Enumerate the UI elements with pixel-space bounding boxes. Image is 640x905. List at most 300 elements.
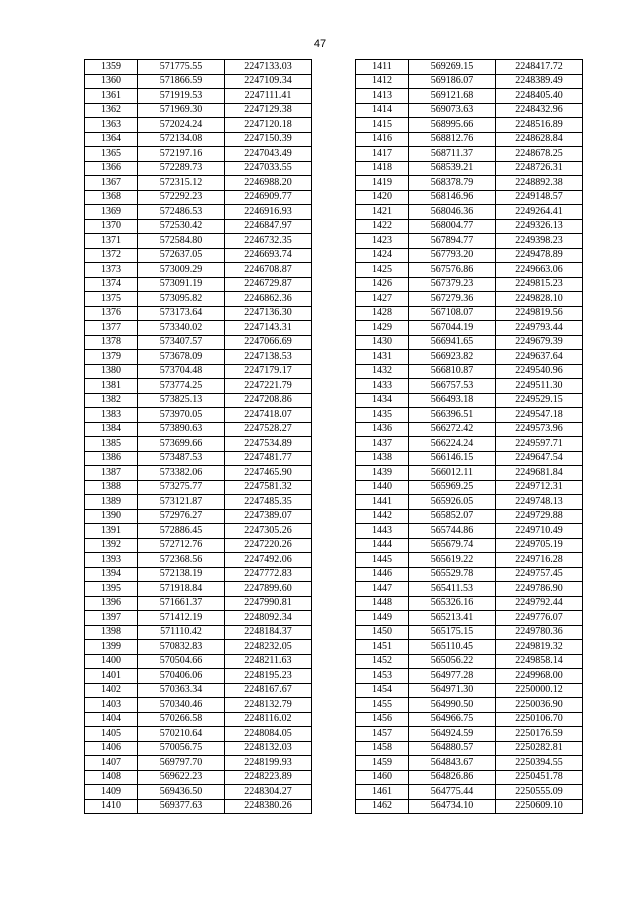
table-row — [85, 466, 312, 481]
y-coordinate-cell: 2250451.78 — [496, 770, 583, 785]
table-row — [85, 596, 312, 611]
table-row — [85, 408, 312, 423]
y-coordinate-cell: 2248892.38 — [496, 176, 583, 191]
point-number-cell: 1440 — [356, 480, 409, 495]
x-coordinate-cell: 566757.53 — [409, 379, 496, 394]
y-coordinate-cell: 2248304.27 — [225, 785, 312, 800]
point-number-cell: 1373 — [85, 263, 138, 278]
point-number-cell: 1415 — [356, 118, 409, 133]
point-number-cell: 1459 — [356, 756, 409, 771]
table-row — [356, 364, 583, 379]
point-number-cell: 1399 — [85, 640, 138, 655]
x-coordinate-cell: 568046.36 — [409, 205, 496, 220]
y-coordinate-cell: 2249819.56 — [496, 306, 583, 321]
point-number-cell: 1383 — [85, 408, 138, 423]
x-coordinate-cell: 568146.96 — [409, 190, 496, 205]
point-number-cell: 1367 — [85, 176, 138, 191]
point-number-cell: 1432 — [356, 364, 409, 379]
y-coordinate-cell: 2247389.07 — [225, 509, 312, 524]
x-coordinate-cell: 565326.16 — [409, 596, 496, 611]
point-number-cell: 1421 — [356, 205, 409, 220]
y-coordinate-cell: 2248199.93 — [225, 756, 312, 771]
point-number-cell: 1365 — [85, 147, 138, 162]
point-number-cell: 1364 — [85, 132, 138, 147]
table-row — [85, 364, 312, 379]
y-coordinate-cell: 2249148.57 — [496, 190, 583, 205]
y-coordinate-cell: 2247111.41 — [225, 89, 312, 104]
y-coordinate-cell: 2249819.32 — [496, 640, 583, 655]
y-coordinate-cell: 2246988.20 — [225, 176, 312, 191]
table-row — [85, 147, 312, 162]
point-number-cell: 1407 — [85, 756, 138, 771]
x-coordinate-cell: 571110.42 — [138, 625, 225, 640]
y-coordinate-cell: 2250394.55 — [496, 756, 583, 771]
x-coordinate-cell: 566923.82 — [409, 350, 496, 365]
point-number-cell: 1427 — [356, 292, 409, 307]
y-coordinate-cell: 2249705.19 — [496, 538, 583, 553]
point-number-cell: 1391 — [85, 524, 138, 539]
point-number-cell: 1447 — [356, 582, 409, 597]
table-row — [356, 147, 583, 162]
y-coordinate-cell: 2248116.02 — [225, 712, 312, 727]
point-number-cell: 1376 — [85, 306, 138, 321]
x-coordinate-cell: 566224.24 — [409, 437, 496, 452]
point-number-cell: 1419 — [356, 176, 409, 191]
x-coordinate-cell: 573275.77 — [138, 480, 225, 495]
x-coordinate-cell: 566146.15 — [409, 451, 496, 466]
y-coordinate-cell: 2247179.17 — [225, 364, 312, 379]
point-number-cell: 1406 — [85, 741, 138, 756]
y-coordinate-cell: 2249792.44 — [496, 596, 583, 611]
y-coordinate-cell: 2248211.63 — [225, 654, 312, 669]
table-row — [85, 219, 312, 234]
table-row — [356, 219, 583, 234]
x-coordinate-cell: 567044.19 — [409, 321, 496, 336]
point-number-cell: 1392 — [85, 538, 138, 553]
table-row — [85, 321, 312, 336]
y-coordinate-cell: 2247033.55 — [225, 161, 312, 176]
table-row — [85, 770, 312, 785]
point-number-cell: 1382 — [85, 393, 138, 408]
table-row — [85, 118, 312, 133]
y-coordinate-cell: 2247136.30 — [225, 306, 312, 321]
point-number-cell: 1433 — [356, 379, 409, 394]
point-number-cell: 1375 — [85, 292, 138, 307]
y-coordinate-cell: 2249398.23 — [496, 234, 583, 249]
table-row — [356, 451, 583, 466]
x-coordinate-cell: 564990.50 — [409, 698, 496, 713]
point-number-cell: 1397 — [85, 611, 138, 626]
table-row — [85, 205, 312, 220]
point-number-cell: 1460 — [356, 770, 409, 785]
table-row — [85, 350, 312, 365]
table-row — [356, 785, 583, 800]
x-coordinate-cell: 573704.48 — [138, 364, 225, 379]
table-row — [85, 625, 312, 640]
point-number-cell: 1409 — [85, 785, 138, 800]
table-row — [356, 350, 583, 365]
point-number-cell: 1360 — [85, 74, 138, 89]
x-coordinate-cell: 565175.15 — [409, 625, 496, 640]
table-row — [356, 683, 583, 698]
x-coordinate-cell: 564924.59 — [409, 727, 496, 742]
x-coordinate-cell: 564971.30 — [409, 683, 496, 698]
x-coordinate-cell: 572530.42 — [138, 219, 225, 234]
point-number-cell: 1389 — [85, 495, 138, 510]
table-row — [85, 248, 312, 263]
table-row — [85, 292, 312, 307]
point-number-cell: 1429 — [356, 321, 409, 336]
table-row — [85, 495, 312, 510]
y-coordinate-cell: 2249597.71 — [496, 437, 583, 452]
point-number-cell: 1438 — [356, 451, 409, 466]
x-coordinate-cell: 569073.63 — [409, 103, 496, 118]
x-coordinate-cell: 570056.75 — [138, 741, 225, 756]
y-coordinate-cell: 2250282.81 — [496, 741, 583, 756]
y-coordinate-cell: 2249663.06 — [496, 263, 583, 278]
y-coordinate-cell: 2248132.03 — [225, 741, 312, 756]
point-number-cell: 1450 — [356, 625, 409, 640]
x-coordinate-cell: 567894.77 — [409, 234, 496, 249]
table-row — [356, 611, 583, 626]
point-number-cell: 1437 — [356, 437, 409, 452]
point-number-cell: 1431 — [356, 350, 409, 365]
x-coordinate-cell: 573095.82 — [138, 292, 225, 307]
point-number-cell: 1456 — [356, 712, 409, 727]
x-coordinate-cell: 572134.08 — [138, 132, 225, 147]
point-number-cell: 1435 — [356, 408, 409, 423]
x-coordinate-cell: 572315.12 — [138, 176, 225, 191]
point-number-cell: 1390 — [85, 509, 138, 524]
x-coordinate-cell: 570210.64 — [138, 727, 225, 742]
point-number-cell: 1384 — [85, 422, 138, 437]
table-row — [356, 654, 583, 669]
point-number-cell: 1449 — [356, 611, 409, 626]
point-number-cell: 1374 — [85, 277, 138, 292]
x-coordinate-cell: 565056.22 — [409, 654, 496, 669]
table-row — [85, 263, 312, 278]
y-coordinate-cell: 2248084.05 — [225, 727, 312, 742]
y-coordinate-cell: 2246909.77 — [225, 190, 312, 205]
x-coordinate-cell: 573407.57 — [138, 335, 225, 350]
table-row — [85, 161, 312, 176]
point-number-cell: 1448 — [356, 596, 409, 611]
table-row — [85, 234, 312, 249]
y-coordinate-cell: 2247534.89 — [225, 437, 312, 452]
y-coordinate-cell: 2249786.90 — [496, 582, 583, 597]
point-number-cell: 1405 — [85, 727, 138, 742]
x-coordinate-cell: 566012.11 — [409, 466, 496, 481]
table-row — [85, 538, 312, 553]
x-coordinate-cell: 569377.63 — [138, 799, 225, 814]
y-coordinate-cell: 2248432.96 — [496, 103, 583, 118]
point-number-cell: 1414 — [356, 103, 409, 118]
table-row — [356, 248, 583, 263]
x-coordinate-cell: 572976.27 — [138, 509, 225, 524]
x-coordinate-cell: 572486.53 — [138, 205, 225, 220]
y-coordinate-cell: 2248516.89 — [496, 118, 583, 133]
table-row — [356, 553, 583, 568]
table-row — [85, 654, 312, 669]
y-coordinate-cell: 2249529.15 — [496, 393, 583, 408]
x-coordinate-cell: 567279.36 — [409, 292, 496, 307]
y-coordinate-cell: 2249968.00 — [496, 669, 583, 684]
table-row — [85, 379, 312, 394]
table-row — [85, 509, 312, 524]
x-coordinate-cell: 565110.45 — [409, 640, 496, 655]
x-coordinate-cell: 565619.22 — [409, 553, 496, 568]
point-number-cell: 1424 — [356, 248, 409, 263]
table-row — [356, 509, 583, 524]
x-coordinate-cell: 567379.23 — [409, 277, 496, 292]
point-number-cell: 1398 — [85, 625, 138, 640]
x-coordinate-cell: 573825.13 — [138, 393, 225, 408]
y-coordinate-cell: 2248092.34 — [225, 611, 312, 626]
table-row — [85, 524, 312, 539]
y-coordinate-cell: 2247305.26 — [225, 524, 312, 539]
x-coordinate-cell: 566396.51 — [409, 408, 496, 423]
x-coordinate-cell: 572368.56 — [138, 553, 225, 568]
x-coordinate-cell: 568711.37 — [409, 147, 496, 162]
y-coordinate-cell: 2247418.07 — [225, 408, 312, 423]
y-coordinate-cell: 2249547.18 — [496, 408, 583, 423]
point-number-cell: 1426 — [356, 277, 409, 292]
x-coordinate-cell: 573121.87 — [138, 495, 225, 510]
point-number-cell: 1369 — [85, 205, 138, 220]
x-coordinate-cell: 565852.07 — [409, 509, 496, 524]
y-coordinate-cell: 2248726.31 — [496, 161, 583, 176]
point-number-cell: 1400 — [85, 654, 138, 669]
x-coordinate-cell: 566272.42 — [409, 422, 496, 437]
x-coordinate-cell: 570832.83 — [138, 640, 225, 655]
point-number-cell: 1372 — [85, 248, 138, 263]
table-row — [85, 567, 312, 582]
y-coordinate-cell: 2248184.37 — [225, 625, 312, 640]
x-coordinate-cell: 571918.84 — [138, 582, 225, 597]
x-coordinate-cell: 565969.25 — [409, 480, 496, 495]
point-number-cell: 1412 — [356, 74, 409, 89]
point-number-cell: 1461 — [356, 785, 409, 800]
table-row — [356, 103, 583, 118]
x-coordinate-cell: 570266.58 — [138, 712, 225, 727]
point-number-cell: 1422 — [356, 219, 409, 234]
y-coordinate-cell: 2247465.90 — [225, 466, 312, 481]
x-coordinate-cell: 569186.07 — [409, 74, 496, 89]
x-coordinate-cell: 573173.64 — [138, 306, 225, 321]
x-coordinate-cell: 571866.59 — [138, 74, 225, 89]
table-row — [85, 190, 312, 205]
y-coordinate-cell: 2247133.03 — [225, 60, 312, 75]
table-row — [85, 712, 312, 727]
y-coordinate-cell: 2250555.09 — [496, 785, 583, 800]
point-number-cell: 1457 — [356, 727, 409, 742]
point-number-cell: 1416 — [356, 132, 409, 147]
y-coordinate-cell: 2247143.31 — [225, 321, 312, 336]
y-coordinate-cell: 2246732.35 — [225, 234, 312, 249]
x-coordinate-cell: 573890.63 — [138, 422, 225, 437]
point-number-cell: 1395 — [85, 582, 138, 597]
table-row — [85, 698, 312, 713]
table-row — [85, 611, 312, 626]
x-coordinate-cell: 564734.10 — [409, 799, 496, 814]
x-coordinate-cell: 564880.57 — [409, 741, 496, 756]
table-row — [85, 480, 312, 495]
x-coordinate-cell: 572584.80 — [138, 234, 225, 249]
y-coordinate-cell: 2247990.81 — [225, 596, 312, 611]
point-number-cell: 1363 — [85, 118, 138, 133]
point-number-cell: 1359 — [85, 60, 138, 75]
table-row — [356, 205, 583, 220]
table-row — [85, 669, 312, 684]
y-coordinate-cell: 2248678.25 — [496, 147, 583, 162]
table-row — [356, 712, 583, 727]
point-number-cell: 1445 — [356, 553, 409, 568]
y-coordinate-cell: 2247129.38 — [225, 103, 312, 118]
x-coordinate-cell: 567793.20 — [409, 248, 496, 263]
table-row — [356, 393, 583, 408]
table-row — [85, 306, 312, 321]
y-coordinate-cell: 2249681.84 — [496, 466, 583, 481]
x-coordinate-cell: 571412.19 — [138, 611, 225, 626]
x-coordinate-cell: 565744.86 — [409, 524, 496, 539]
y-coordinate-cell: 2249828.10 — [496, 292, 583, 307]
point-number-cell: 1458 — [356, 741, 409, 756]
x-coordinate-cell: 572197.16 — [138, 147, 225, 162]
y-coordinate-cell: 2248223.89 — [225, 770, 312, 785]
x-coordinate-cell: 565529.78 — [409, 567, 496, 582]
x-coordinate-cell: 573009.29 — [138, 263, 225, 278]
x-coordinate-cell: 572289.73 — [138, 161, 225, 176]
y-coordinate-cell: 2249573.96 — [496, 422, 583, 437]
y-coordinate-cell: 2249716.28 — [496, 553, 583, 568]
y-coordinate-cell: 2247485.35 — [225, 495, 312, 510]
table-row — [356, 306, 583, 321]
table-row — [356, 408, 583, 423]
y-coordinate-cell: 2249679.39 — [496, 335, 583, 350]
coordinate-table-right — [355, 59, 583, 814]
table-row — [356, 161, 583, 176]
table-row — [85, 176, 312, 191]
point-number-cell: 1401 — [85, 669, 138, 684]
table-row — [85, 727, 312, 742]
table-row — [356, 727, 583, 742]
x-coordinate-cell: 569269.15 — [409, 60, 496, 75]
y-coordinate-cell: 2250036.90 — [496, 698, 583, 713]
point-number-cell: 1430 — [356, 335, 409, 350]
y-coordinate-cell: 2247528.27 — [225, 422, 312, 437]
point-number-cell: 1381 — [85, 379, 138, 394]
y-coordinate-cell: 2250176.59 — [496, 727, 583, 742]
point-number-cell: 1453 — [356, 669, 409, 684]
table-row — [356, 799, 583, 814]
x-coordinate-cell: 572637.05 — [138, 248, 225, 263]
x-coordinate-cell: 568378.79 — [409, 176, 496, 191]
table-row — [356, 596, 583, 611]
y-coordinate-cell: 2249540.96 — [496, 364, 583, 379]
table-row — [356, 495, 583, 510]
y-coordinate-cell: 2249757.45 — [496, 567, 583, 582]
point-number-cell: 1418 — [356, 161, 409, 176]
table-row — [356, 756, 583, 771]
table-row — [85, 60, 312, 75]
y-coordinate-cell: 2249748.13 — [496, 495, 583, 510]
y-coordinate-cell: 2250609.10 — [496, 799, 583, 814]
point-number-cell: 1443 — [356, 524, 409, 539]
x-coordinate-cell: 565213.41 — [409, 611, 496, 626]
x-coordinate-cell: 569622.23 — [138, 770, 225, 785]
table-row — [356, 321, 583, 336]
x-coordinate-cell: 569436.50 — [138, 785, 225, 800]
y-coordinate-cell: 2247066.69 — [225, 335, 312, 350]
table-row — [85, 756, 312, 771]
point-number-cell: 1428 — [356, 306, 409, 321]
coordinate-table-left-body — [85, 60, 312, 814]
point-number-cell: 1408 — [85, 770, 138, 785]
y-coordinate-cell: 2247492.06 — [225, 553, 312, 568]
point-number-cell: 1411 — [356, 60, 409, 75]
x-coordinate-cell: 568004.77 — [409, 219, 496, 234]
y-coordinate-cell: 2248232.05 — [225, 640, 312, 655]
x-coordinate-cell: 569797.70 — [138, 756, 225, 771]
table-row — [356, 60, 583, 75]
y-coordinate-cell: 2248405.40 — [496, 89, 583, 104]
y-coordinate-cell: 2250000.12 — [496, 683, 583, 698]
point-number-cell: 1439 — [356, 466, 409, 481]
x-coordinate-cell: 568995.66 — [409, 118, 496, 133]
table-row — [85, 393, 312, 408]
x-coordinate-cell: 573340.02 — [138, 321, 225, 336]
x-coordinate-cell: 565679.74 — [409, 538, 496, 553]
point-number-cell: 1434 — [356, 393, 409, 408]
y-coordinate-cell: 2249712.31 — [496, 480, 583, 495]
y-coordinate-cell: 2248167.67 — [225, 683, 312, 698]
y-coordinate-cell: 2247220.26 — [225, 538, 312, 553]
point-number-cell: 1436 — [356, 422, 409, 437]
y-coordinate-cell: 2248417.72 — [496, 60, 583, 75]
table-row — [356, 466, 583, 481]
table-row — [85, 741, 312, 756]
point-number-cell: 1362 — [85, 103, 138, 118]
x-coordinate-cell: 565411.53 — [409, 582, 496, 597]
y-coordinate-cell: 2247120.18 — [225, 118, 312, 133]
y-coordinate-cell: 2248380.26 — [225, 799, 312, 814]
point-number-cell: 1462 — [356, 799, 409, 814]
x-coordinate-cell: 568812.76 — [409, 132, 496, 147]
y-coordinate-cell: 2249326.13 — [496, 219, 583, 234]
table-row — [356, 118, 583, 133]
y-coordinate-cell: 2249780.36 — [496, 625, 583, 640]
x-coordinate-cell: 572886.45 — [138, 524, 225, 539]
x-coordinate-cell: 573970.05 — [138, 408, 225, 423]
point-number-cell: 1444 — [356, 538, 409, 553]
y-coordinate-cell: 2248389.49 — [496, 74, 583, 89]
x-coordinate-cell: 568539.21 — [409, 161, 496, 176]
x-coordinate-cell: 564966.75 — [409, 712, 496, 727]
table-row — [85, 103, 312, 118]
x-coordinate-cell: 567576.86 — [409, 263, 496, 278]
point-number-cell: 1380 — [85, 364, 138, 379]
y-coordinate-cell: 2249729.88 — [496, 509, 583, 524]
y-coordinate-cell: 2247772.83 — [225, 567, 312, 582]
y-coordinate-cell: 2249478.89 — [496, 248, 583, 263]
x-coordinate-cell: 566941.65 — [409, 335, 496, 350]
table-row — [85, 74, 312, 89]
table-row — [356, 176, 583, 191]
y-coordinate-cell: 2248132.79 — [225, 698, 312, 713]
point-number-cell: 1377 — [85, 321, 138, 336]
y-coordinate-cell: 2247221.79 — [225, 379, 312, 394]
y-coordinate-cell: 2247138.53 — [225, 350, 312, 365]
